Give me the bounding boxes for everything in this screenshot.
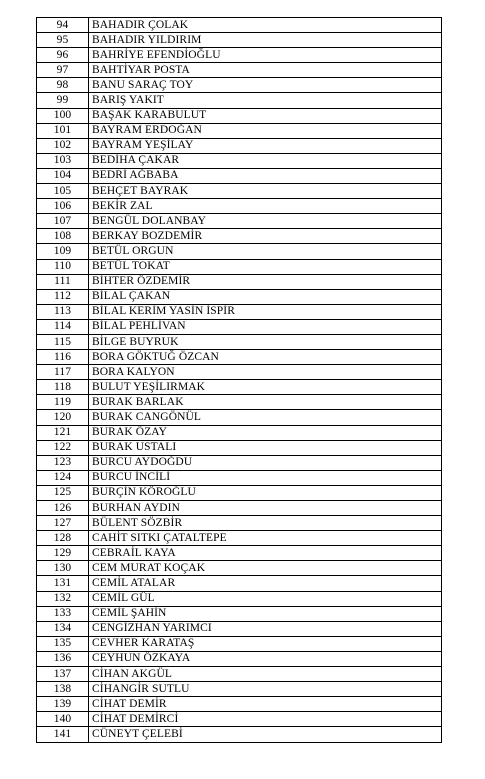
row-number: 120 xyxy=(37,410,89,425)
table-row xyxy=(37,78,442,93)
person-name: BİLAL ÇAKAN xyxy=(89,289,442,304)
row-number: 135 xyxy=(37,636,89,651)
row-number: 138 xyxy=(37,682,89,697)
table-row xyxy=(37,380,442,395)
row-number: 126 xyxy=(37,501,89,516)
row-number: 95 xyxy=(37,33,89,48)
table-row xyxy=(37,199,442,214)
person-name: CİHAT DEMİR xyxy=(89,697,442,712)
person-name: BORA KALYON xyxy=(89,365,442,380)
row-number: 110 xyxy=(37,259,89,274)
table-row xyxy=(37,712,442,727)
table-row xyxy=(37,561,442,576)
person-name: BURCU İNCİLİ xyxy=(89,470,442,485)
table-row xyxy=(37,214,442,229)
person-name: CEYHUN ÖZKAYA xyxy=(89,651,442,666)
table-row xyxy=(37,334,442,349)
row-number: 96 xyxy=(37,48,89,63)
table-row xyxy=(37,606,442,621)
person-name: CİHAT DEMİRCİ xyxy=(89,712,442,727)
table-row xyxy=(37,365,442,380)
row-number: 115 xyxy=(37,334,89,349)
row-number: 136 xyxy=(37,651,89,666)
row-number: 140 xyxy=(37,712,89,727)
row-number: 134 xyxy=(37,621,89,636)
table-row xyxy=(37,18,442,33)
person-name: BULUT YEŞİLIRMAK xyxy=(89,380,442,395)
row-number: 98 xyxy=(37,78,89,93)
person-name: BAHRİYE EFENDİOĞLU xyxy=(89,48,442,63)
person-name: BEDRİ AĞBABA xyxy=(89,168,442,183)
row-number: 114 xyxy=(37,319,89,334)
table-row xyxy=(37,350,442,365)
table-row xyxy=(37,395,442,410)
row-number: 125 xyxy=(37,485,89,500)
row-number: 133 xyxy=(37,606,89,621)
row-number: 112 xyxy=(37,289,89,304)
row-number: 116 xyxy=(37,350,89,365)
person-name: BEDİHA ÇAKAR xyxy=(89,153,442,168)
row-number: 109 xyxy=(37,244,89,259)
table-row xyxy=(37,621,442,636)
table-row xyxy=(37,259,442,274)
table-row xyxy=(37,153,442,168)
table-row xyxy=(37,516,442,531)
row-number: 127 xyxy=(37,516,89,531)
person-name: CEMİL ŞAHİN xyxy=(89,606,442,621)
table-row xyxy=(37,651,442,666)
person-name: BAYRAM YEŞİLAY xyxy=(89,138,442,153)
row-number: 94 xyxy=(37,18,89,33)
table-row xyxy=(37,274,442,289)
person-name: BAŞAK KARABULUT xyxy=(89,108,442,123)
table-row xyxy=(37,425,442,440)
table-row xyxy=(37,455,442,470)
row-number: 131 xyxy=(37,576,89,591)
row-number: 118 xyxy=(37,380,89,395)
row-number: 122 xyxy=(37,440,89,455)
row-number: 107 xyxy=(37,214,89,229)
person-name: CEMİL GÜL xyxy=(89,591,442,606)
person-name: BARIŞ YAKIT xyxy=(89,93,442,108)
person-name: BENGÜL DOLANBAY xyxy=(89,214,442,229)
person-name: BİLAL PEHLİVAN xyxy=(89,319,442,334)
person-name: BİLGE BUYRUK xyxy=(89,334,442,349)
table-row xyxy=(37,697,442,712)
row-number: 130 xyxy=(37,561,89,576)
person-name: CEVHER KARATAŞ xyxy=(89,636,442,651)
table-row xyxy=(37,123,442,138)
table-row xyxy=(37,93,442,108)
table-row xyxy=(37,470,442,485)
table-row xyxy=(37,63,442,78)
person-name: BURAK BARLAK xyxy=(89,395,442,410)
table-row xyxy=(37,636,442,651)
table-row xyxy=(37,229,442,244)
row-number: 105 xyxy=(37,184,89,199)
person-name: CAHİT SITKI ÇATALTEPE xyxy=(89,531,442,546)
row-number: 113 xyxy=(37,304,89,319)
person-name: BAYRAM ERDOĞAN xyxy=(89,123,442,138)
table-row xyxy=(37,576,442,591)
table-row xyxy=(37,591,442,606)
person-name: BURHAN AYDIN xyxy=(89,501,442,516)
person-name: CEM MURAT KOÇAK xyxy=(89,561,442,576)
table-row xyxy=(37,168,442,183)
row-number: 101 xyxy=(37,123,89,138)
row-number: 129 xyxy=(37,546,89,561)
table-row xyxy=(37,410,442,425)
row-number: 139 xyxy=(37,697,89,712)
person-name: CİHANGİR SUTLU xyxy=(89,682,442,697)
row-number: 102 xyxy=(37,138,89,153)
row-number: 100 xyxy=(37,108,89,123)
table-row xyxy=(37,319,442,334)
table-row xyxy=(37,48,442,63)
person-name: BİHTER ÖZDEMİR xyxy=(89,274,442,289)
row-number: 108 xyxy=(37,229,89,244)
table-row xyxy=(37,440,442,455)
person-name: BEKİR ZAL xyxy=(89,199,442,214)
person-name: BERKAY BOZDEMİR xyxy=(89,229,442,244)
person-name: BURAK USTALI xyxy=(89,440,442,455)
person-name: CÜNEYT ÇELEBİ xyxy=(89,727,442,742)
person-name: BURÇİN KÖROĞLU xyxy=(89,485,442,500)
row-number: 117 xyxy=(37,365,89,380)
row-number: 97 xyxy=(37,63,89,78)
person-name: BETÜL ORGUN xyxy=(89,244,442,259)
person-name: BAHTİYAR POSTA xyxy=(89,63,442,78)
row-number: 106 xyxy=(37,199,89,214)
table-row xyxy=(37,184,442,199)
person-name: BANU SARAÇ TOY xyxy=(89,78,442,93)
row-number: 99 xyxy=(37,93,89,108)
table-row xyxy=(37,667,442,682)
person-name: BAHADIR YILDIRIM xyxy=(89,33,442,48)
row-number: 111 xyxy=(37,274,89,289)
person-name: BORA GÖKTUĞ ÖZCAN xyxy=(89,350,442,365)
row-number: 141 xyxy=(37,727,89,742)
person-name: BÜLENT SÖZBİR xyxy=(89,516,442,531)
row-number: 137 xyxy=(37,667,89,682)
person-name: BETÜL TOKAT xyxy=(89,259,442,274)
person-name: CEMİL ATALAR xyxy=(89,576,442,591)
person-name: CENGİZHAN YARIMCI xyxy=(89,621,442,636)
person-name: CİHAN AKGÜL xyxy=(89,667,442,682)
table-row xyxy=(37,485,442,500)
person-name: BURAK CANGÖNÜL xyxy=(89,410,442,425)
person-name: BURCU AYDOĞDU xyxy=(89,455,442,470)
person-name: BİLAL KERİM YASİN İSPİR xyxy=(89,304,442,319)
table-row xyxy=(37,546,442,561)
person-name: BEHÇET BAYRAK xyxy=(89,184,442,199)
row-number: 103 xyxy=(37,153,89,168)
person-name: BURAK ÖZAY xyxy=(89,425,442,440)
name-list-table xyxy=(36,17,442,743)
row-number: 124 xyxy=(37,470,89,485)
table-row xyxy=(37,108,442,123)
table-row xyxy=(37,531,442,546)
table-row xyxy=(37,304,442,319)
table-row xyxy=(37,727,442,742)
row-number: 123 xyxy=(37,455,89,470)
person-name: BAHADIR ÇOLAK xyxy=(89,18,442,33)
row-number: 119 xyxy=(37,395,89,410)
table-row xyxy=(37,501,442,516)
row-number: 121 xyxy=(37,425,89,440)
table-row xyxy=(37,138,442,153)
table-row xyxy=(37,33,442,48)
table-row xyxy=(37,289,442,304)
row-number: 104 xyxy=(37,168,89,183)
table-row xyxy=(37,244,442,259)
row-number: 132 xyxy=(37,591,89,606)
table-row xyxy=(37,682,442,697)
name-list-body xyxy=(37,18,442,743)
person-name: CEBRAİL KAYA xyxy=(89,546,442,561)
row-number: 128 xyxy=(37,531,89,546)
